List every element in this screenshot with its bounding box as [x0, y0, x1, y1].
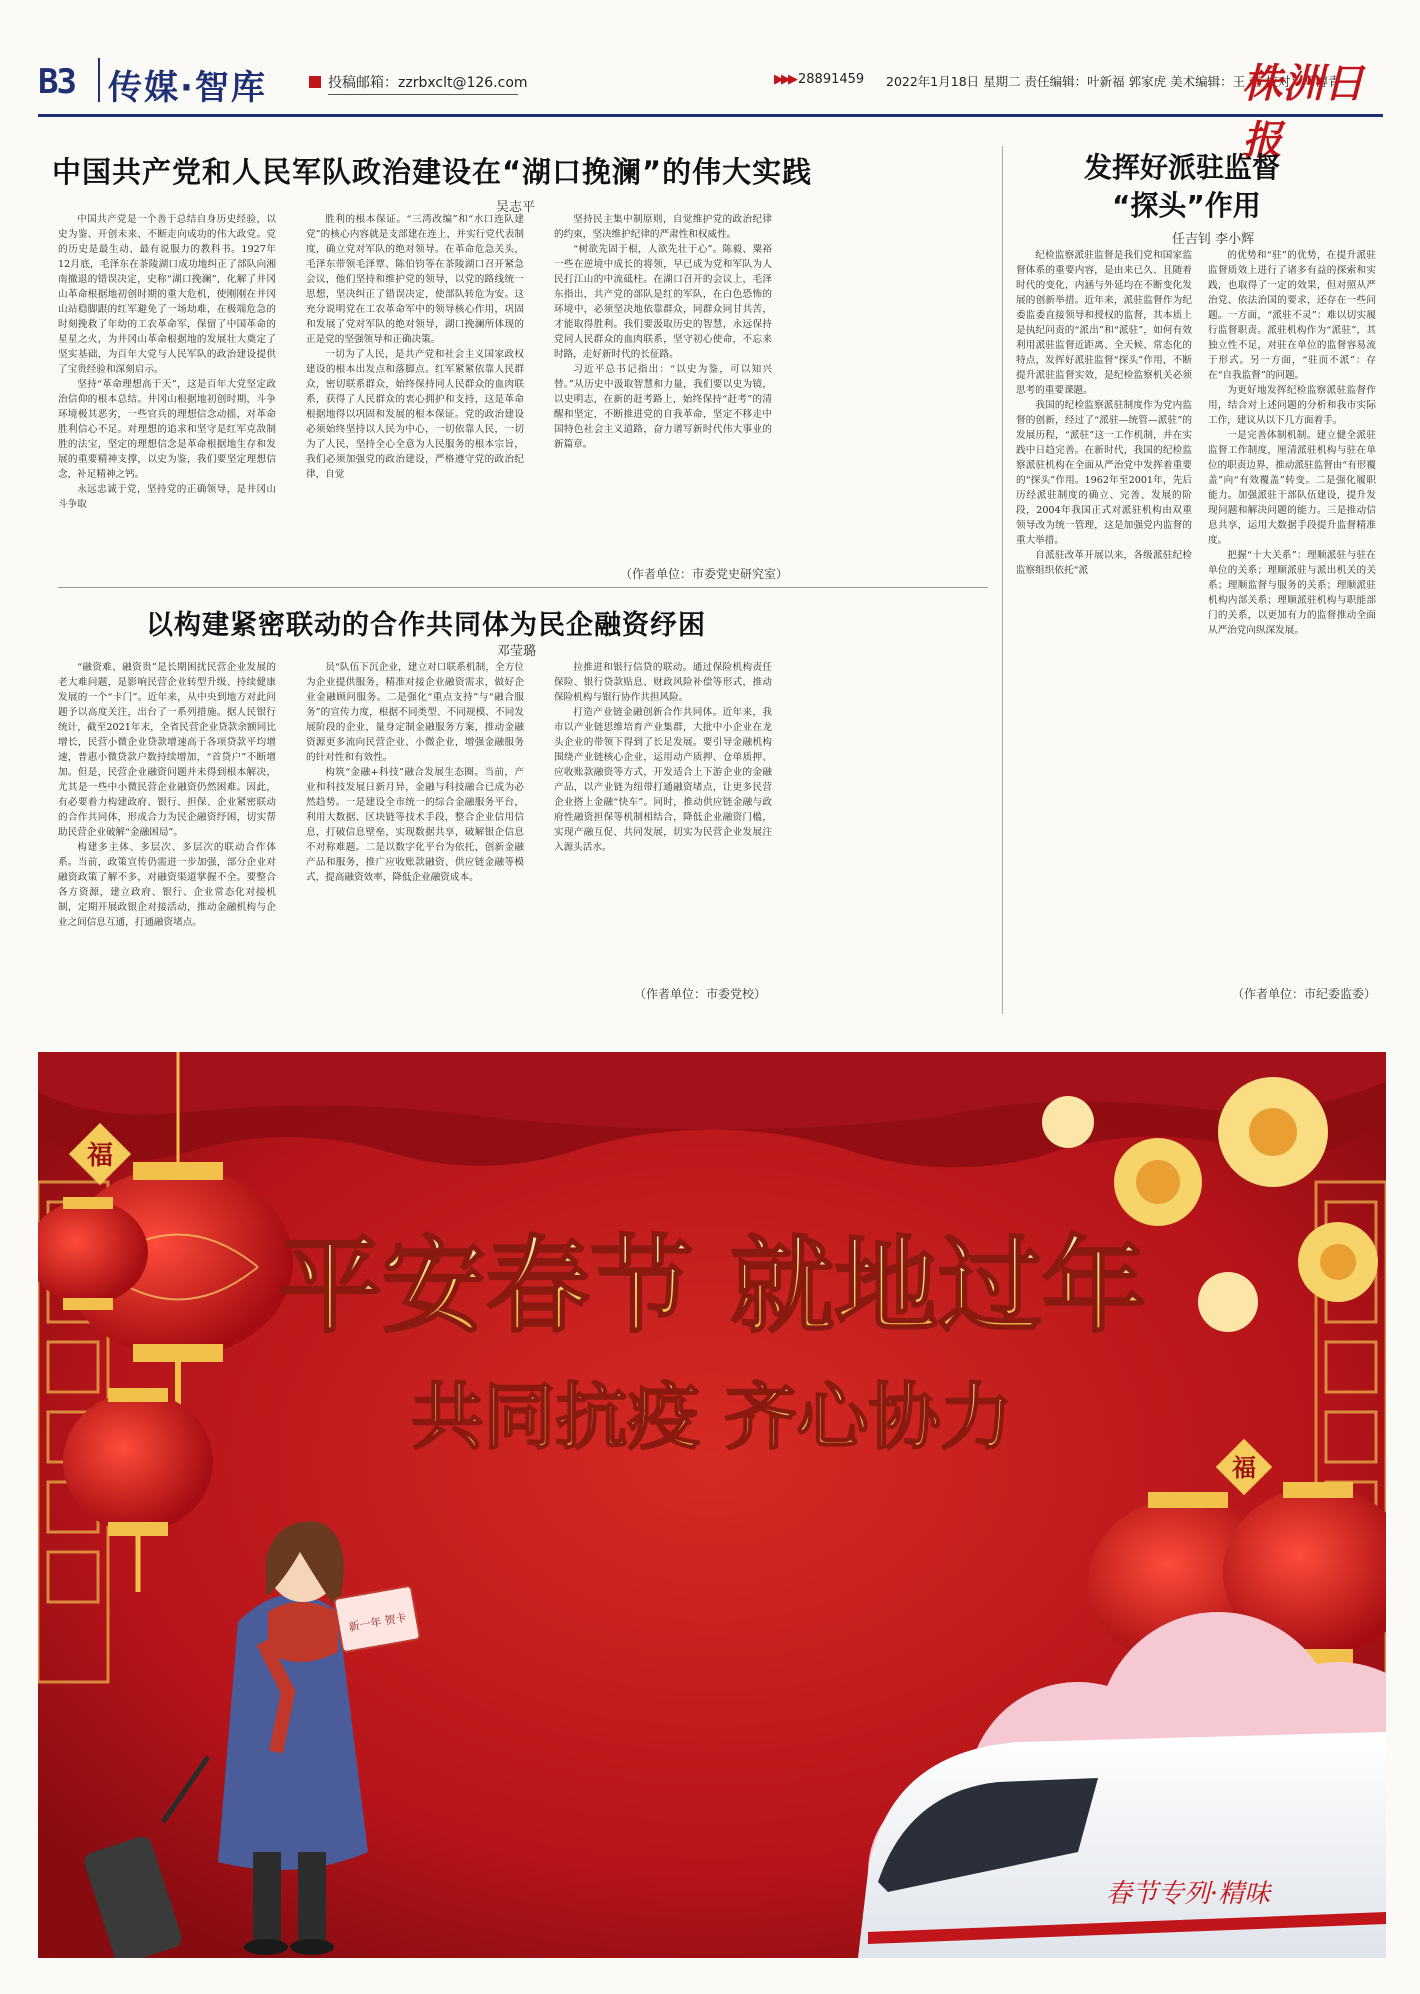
edition-meta: 2022年1月18日 星期二 责任编辑：叶新福 郭家虎 美术编辑：王 莹 校对：马博青 [886, 74, 1341, 89]
article2-byline: 邓莹璐 [497, 644, 537, 659]
email-square-icon [309, 76, 321, 88]
paragraph: 为更好地发挥纪检监察派驻监督作用，结合对上述问题的分析和我市实际工作，建议从以下几方面着手。 [1208, 385, 1376, 426]
column-divider [1002, 146, 1003, 1014]
paragraph: 把握“十大关系”：理顺派驻与驻在单位的关系；理顺派驻与派出机关的关系；理顺监督与服务的关系；理顺派驻机构内部关系；理顺派驻机构与职能部门的关系，以更加有力的监督推动全面从严治党向纵深发展。 [1208, 550, 1376, 636]
submission-email[interactable]: 投稿邮箱：zzrbxclt@126.com [328, 75, 528, 91]
paragraph: 中国共产党是一个善于总结自身历史经验，以史为鉴、开创未来、不断走向成功的伟大政党。党的历史是最生动、最有说服力的教科书。1927年12月底，毛泽东在茶陵湖口成功地纠正了部队向湘南撤退的错误决定，史称“湖口挽澜”，化解了井冈山革命根据地初创时期的重大危机，使刚刚在井冈山站稳脚跟的红军避免了一场劫难，在极端危急的时刻挽救了年幼的工农革命军，保留了中国革命的星星之火，为井冈山革命根据地的发展壮大奠定了坚实基础，为百年大党与人民军队的政治建设提供了宝贵经验和深刻启示。 [58, 214, 276, 375]
spring-festival-banner [38, 1052, 1386, 1958]
article2-column-1 [58, 660, 276, 1010]
article3-column-2 [1208, 248, 1376, 968]
header-divider [98, 58, 100, 102]
paragraph: 一切为了人民，是共产党和社会主义国家政权建设的根本出发点和落脚点。红军紧紧依靠人民群众，密切联系群众，始终保持同人民群众的血肉联系，获得了人民群众的衷心拥护和支持，这是革命根据地得以巩固和发展的根本保证。党的政治建设必须始终坚持以人民为中心，一切依靠人民，一切为了人民，坚持全心全意为人民服务的根本宗旨，我们必须加强党的政治建设，严格遵守党的政治纪律，自觉 [306, 349, 524, 480]
article3-title-line2[interactable]: “探头”作用 [1112, 189, 1261, 222]
section-name: 传媒·智库 [108, 68, 267, 108]
envelope-text: 新一年 贺卡 [347, 1610, 408, 1634]
fu-right: 福 [1232, 1453, 1256, 1482]
fu-left: 福 [86, 1141, 114, 1171]
paragraph: 习近平总书记指出：“以史为鉴，可以知兴替。”从历史中汲取智慧和力量，我们要以史为镜，以史明志，在新的赶考路上，始终保持“赶考”的清醒和坚定，不断推进党的自我革命，坚定不移走中国特色社会主义道路，奋力谱写新时代伟大事业的新篇章。 [554, 364, 772, 450]
paragraph: 打造产业链金融创新合作共同体。近年来，我市以产业链思维培育产业集群，大批中小企业在龙头企业的带领下得到了长足发展。要引导金融机构围绕产业链核心企业，运用动产质押、仓单质押、应收账款融资等方式，开发适合上下游企业的金融产品，以产业链为纽带打通融资堵点，让更多民营企业搭上金融“快车”。同时，推动供应链金融与政府性融资担保等机制相结合，降低企业融资门槛，实现产融互促、共同发展，切实为民营企业发展注入源头活水。 [554, 707, 772, 853]
paragraph: 永远忠诚于党，坚持党的正确领导，是井冈山斗争取 [58, 484, 276, 510]
train-slogan: 春节专列·精味 [1105, 1879, 1271, 1909]
paragraph: 纪检监察派驻监督是我们党和国家监督体系的重要内容，是由来已久、且随着时代的变化，内涵与外延均在不断变化发展的创新举措。近年来，派驻监督作为纪委监委直接领导和授权的监督，其本质上是执纪问责的“派出”和“派驻”，如何有效利用派驻监督近距离、全天候、常态化的特点，发挥好派驻监督“探头”作用，不断提升派驻监督实效，是纪检监察机关必须思考的重要课题。 [1016, 250, 1192, 396]
article2-column-2 [306, 660, 524, 1010]
article1-byline: 吴志平 [496, 200, 536, 215]
banner-line-2: 共同抗疫 齐心协力 [411, 1375, 1013, 1459]
email-underline [328, 94, 518, 95]
article3-author-unit: （作者单位：市纪委监委） [1232, 987, 1377, 1001]
page-number: B3 [38, 62, 75, 102]
page-header [38, 54, 1383, 164]
article3-title-line1[interactable]: 发挥好派驻监督 [1084, 151, 1281, 184]
paragraph: 胜利的根本保证。“三湾改编”和“水口连队建党”的核心内容就是支部建在连上，并实行党代表制度，确立党对军队的绝对领导。在革命危急关头，毛泽东带领毛泽覃、陈伯钧等在茶陵湖口召开紧急会议，他们坚持和维护党的领导，以党的路线统一思想，坚决纠正了错误决定，使部队转危为安。这充分说明党在工农革命军中的领导核心作用，巩固和发展了党对军队的绝对领导，湖口挽澜所体现的正是党的坚强领导和正确决策。 [306, 214, 524, 345]
banner-line-1: 平安春节 就地过年 [277, 1225, 1147, 1347]
article1-column-3 [554, 212, 772, 548]
article1-title[interactable]: 中国共产党和人民军队政治建设在“湖口挽澜”的伟大实践 [52, 155, 813, 189]
masthead-logo: 株洲日报 [1242, 60, 1365, 164]
paragraph: 拉推进和银行信贷的联动。通过保险机构责任保险、银行贷款贴息、财政风险补偿等形式，推动保险机构与银行协作共担风险。 [554, 662, 772, 703]
banner-artwork [38, 1052, 1386, 1958]
article3-column-1 [1016, 248, 1192, 1008]
paragraph: 构筑“金融+科技”融合发展生态圈。当前，产业和科技发展日新月异，金融与科技融合已成为必然趋势。一是建设全市统一的综合金融服务平台，利用大数据、区块链等技术手段，整合企业信用信息，打破信息壁垒，实现数据共享，破解银企信息不对称难题。二是以数字化平台为依托，创新金融产品和服务，推广应收账款融资、供应链金融等模式，提高融资效率，降低企业融资成本。 [306, 767, 524, 883]
paragraph: 坚持民主集中制原则，自觉维护党的政治纪律的约束，坚决维护纪律的严肃性和权威性。 [554, 214, 772, 240]
phone-number: 28891459 [798, 72, 865, 87]
article2-author-unit: （作者单位：市委党校） [634, 987, 767, 1001]
arrows-icon: ▶▶▶ [774, 72, 795, 87]
article2-column-3 [554, 660, 772, 980]
divider-line [58, 587, 988, 588]
article1-column-2 [306, 212, 524, 584]
paragraph: 的优势和“驻”的优势，在提升派驻监督质效上进行了诸多有益的探索和实践，也取得了一定的效果，但对照从严治党、依法治国的要求，还存在一些问题。一方面，“派驻不灵”：难以切实履行监督职责。派驻机构作为“派驻”，其独立性不足，对驻在单位的监督容易流于形式。另一方面，“驻而不派”：存在“自我监督”的问题。 [1208, 250, 1376, 381]
paragraph: 一是完善体制机制。建立健全派驻监督工作制度，厘清派驻机构与驻在单位的职责边界，推动派驻监督由“有形覆盖”向“有效覆盖”转变。二是强化履职能力。加强派驻干部队伍建设，提升发现问题和解决问题的能力。三是推动信息共享，运用大数据手段提升监督精准度。 [1208, 430, 1376, 546]
paragraph: 构建多主体、多层次、多层次的联动合作体系。当前，政策宣传仍需进一步加强，部分企业对融资政策了解不多，对融资渠道掌握不全。要整合各方资源，建立政府、银行、企业常态化对接机制，定期开展政银企对接活动，推动金融机构与企业之间信息互通，打通融资堵点。 [58, 842, 276, 928]
paragraph: 员“队伍下沉企业，建立对口联系机制，全方位为企业提供服务，精准对接企业融资需求，做好企业金融顾问服务。二是强化“重点支持”与“融合服务”的宣传力度，根据不同类型、不同规模、不同发展阶段的企业，量身定制金融服务方案，推动金融资源更多流向民营企业、小微企业，增强金融服务的针对性和有效性。 [306, 662, 524, 763]
paragraph: 我国的纪检监察派驻制度作为党内监督的创新，经过了“派驻—统管—派驻”的发展历程，“派驻”这一工作机制，并在实践中日趋完善。在新时代，我国的纪检监察派驻机构在全面从严治党中发挥着重要的“探头”作用。1962年至2001年，先后历经派驻制度的确立、完善、发展的阶段，2004年我国正式对派驻机构由双重领导改为统一管理，这是加强党内监督的重大举措。 [1016, 400, 1192, 546]
article3-byline: 任吉钊 李小辉 [1172, 232, 1255, 247]
article1-column-1 [58, 212, 276, 584]
train-icon [858, 1732, 1386, 1958]
paragraph: 自派驻改革开展以来，各级派驻纪检监察组织依托“派 [1016, 550, 1192, 576]
paragraph: “融资难、融资贵”是长期困扰民营企业发展的老大难问题，是影响民营企业转型升级、持续健康发展的一个“卡门”。近年来，从中央到地方对此问题予以高度关注，出台了一系列措施。据人民银行统计，截至2021年末，全省民营企业贷款余额同比增长，民营小微企业贷款增速高于各项贷款平均增速，普惠小微贷款户数持续增加，“首贷户”不断增加。但是，民营企业融资问题并未得到根本解决，尤其是一些中小微民营企业融资仍然困难。因此，有必要着力构建政府、银行、担保、企业紧密联动的合作共同体，形成合力为民企融资纾困，切实帮助民营企业破解“金融困局”。 [58, 662, 276, 838]
paragraph: 坚持“革命理想高于天”，这是百年大党坚定政治信仰的根本总结。井冈山根据地初创时期，斗争环境极其恶劣，一些官兵的理想信念动摇，对革命胜利信心不足。对理想的追求和坚守是红军克敌制胜的法宝，坚定的理想信念是革命根据地生存和发展的重要精神支撑，以史为鉴，我们要坚定理想信念，补足精神之钙。 [58, 379, 276, 480]
article2-title[interactable]: 以构建紧密联动的合作共同体为民企融资纾困 [146, 610, 706, 641]
paragraph: “树欲先固于根，人欲先壮于心”。陈毅、粟裕一些在逆境中成长的将领，早已成为党和军队为人民打江山的中流砥柱。在湖口召开的会议上，毛泽东指出，共产党的部队是红的军队，在白色恐怖的环境中，必须坚决地依靠群众，同群众同甘共苦，才能取得胜利。我们要汲取历史的智慧，永远保持党同人民群众的血肉联系，坚守初心使命，不忘来时路，走好新时代的长征路。 [554, 244, 772, 360]
article1-author-unit: （作者单位：市委党史研究室） [620, 567, 789, 581]
